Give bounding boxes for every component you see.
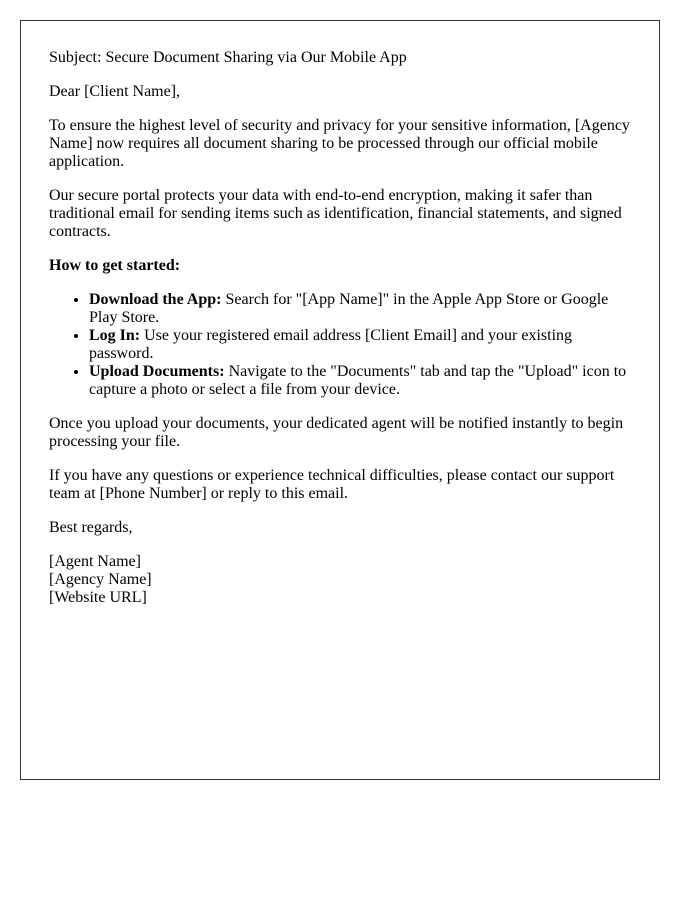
- steps-list: [49, 291, 631, 399]
- signature-block: [49, 553, 631, 607]
- subject-line: Subject: Secure Document Sharing via Our Mobile App: [49, 49, 407, 66]
- step-text: Search for "[App Name]" in the Apple App Store or Google Play Store.: [89, 291, 609, 326]
- encryption-paragraph: Our secure portal protects your data with end-to-end encryption, making it safer than traditional email for sending items such as identification, financial statements, and signed contracts.: [49, 187, 622, 240]
- step-upload-documents: [89, 363, 631, 399]
- step-title: Upload Documents:: [89, 363, 225, 380]
- agent-name: [Agent Name]: [49, 553, 141, 570]
- letter-page: [20, 20, 660, 780]
- agency-name: [Agency Name]: [49, 571, 152, 588]
- step-log-in: [89, 327, 631, 363]
- notification-paragraph: Once you upload your documents, your dedicated agent will be notified instantly to begin processing your file.: [49, 415, 624, 450]
- step-download-app: [89, 291, 631, 327]
- step-title: Log In:: [89, 327, 141, 344]
- step-text: Navigate to the "Documents" tab and tap the "Upload" icon to capture a photo or select a file from your device.: [89, 363, 627, 398]
- support-paragraph: If you have any questions or experience technical difficulties, please contact our support team at [Phone Number] or reply to this email.: [49, 467, 615, 502]
- signoff: Best regards,: [49, 519, 133, 536]
- website-url: [Website URL]: [49, 589, 147, 606]
- step-title: Download the App:: [89, 291, 222, 308]
- step-text: Use your registered email address [Client Email] and your existing password.: [89, 327, 573, 362]
- greeting: Dear [Client Name],: [49, 83, 181, 100]
- steps-heading: How to get started:: [49, 257, 181, 274]
- intro-paragraph: To ensure the highest level of security and privacy for your sensitive information, [Agency Name] now requires all document sharing to be processed through our official mobile application.: [49, 117, 630, 170]
